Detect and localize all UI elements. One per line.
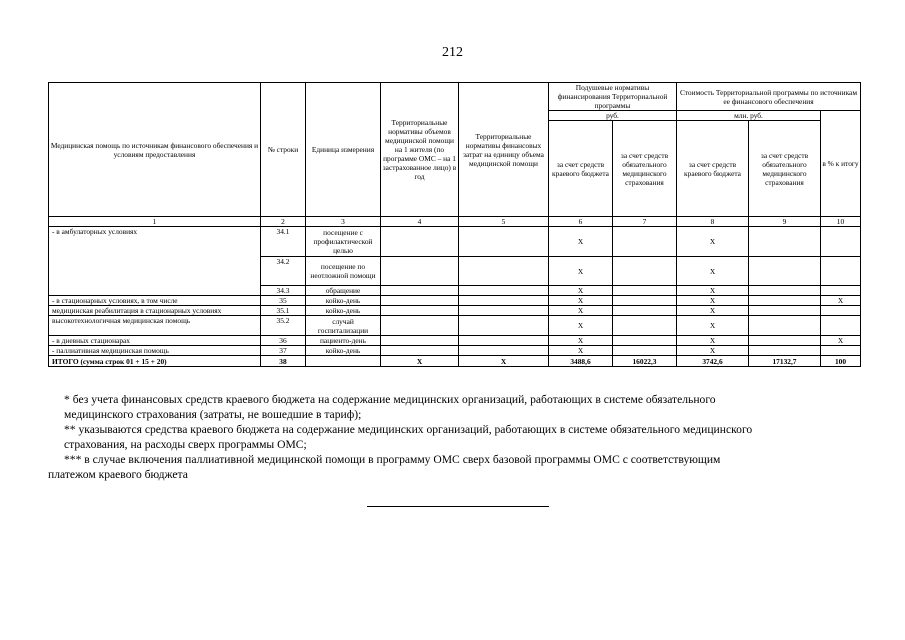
financing-table bbox=[48, 82, 861, 367]
header-col8: за счет средств краевого бюджета bbox=[677, 121, 749, 217]
total-row bbox=[49, 356, 861, 367]
row-number: 36 bbox=[261, 336, 306, 346]
row-number: 34.3 bbox=[261, 286, 306, 296]
header-col3: Единица измерения bbox=[306, 83, 381, 217]
row-c6: X bbox=[549, 296, 613, 306]
row-c8: X bbox=[677, 346, 749, 356]
footnotes bbox=[48, 392, 860, 482]
total-c6: 3488,6 bbox=[549, 356, 613, 367]
row-unit: посещение по неотложной помощи bbox=[306, 257, 381, 286]
header-col7: за счет средств обязательного медицинского страхования bbox=[613, 121, 677, 217]
row-unit: обращение bbox=[306, 286, 381, 296]
row-number: 34.2 bbox=[261, 257, 306, 286]
col-number: 4 bbox=[381, 217, 459, 227]
row-c6: X bbox=[549, 306, 613, 316]
footnote-2: ** указываются средства краевого бюджета на содержание медицинских организаций, работающих в системе обязательного медицинского bbox=[64, 423, 753, 436]
col-number: 2 bbox=[261, 217, 306, 227]
header-col10: в % к итогу bbox=[821, 111, 861, 217]
table-row bbox=[49, 346, 861, 356]
row-name: - в стационарных условиях, в том числе bbox=[49, 296, 261, 306]
footnote-3: *** в случае включения паллиативной медицинской помощи в программу ОМС сверх базовой программы ОМС с соответствующим bbox=[64, 453, 721, 466]
col-number: 5 bbox=[459, 217, 549, 227]
row-name: медицинская реабилитация в стационарных условиях bbox=[49, 306, 261, 316]
row-name: высокотехнологичная медицинская помощь bbox=[49, 316, 261, 336]
header-col2: № строки bbox=[261, 83, 306, 217]
row-c8: X bbox=[677, 296, 749, 306]
row-number: 34.1 bbox=[261, 227, 306, 257]
page-number: 212 bbox=[442, 45, 463, 60]
row-name: - в амбулаторных условиях bbox=[49, 227, 261, 296]
row-number: 37 bbox=[261, 346, 306, 356]
row-c6: X bbox=[549, 316, 613, 336]
row-c6: X bbox=[549, 257, 613, 286]
total-number: 38 bbox=[261, 356, 306, 367]
table-row bbox=[49, 316, 861, 336]
row-c6: X bbox=[549, 346, 613, 356]
row-c6: X bbox=[549, 286, 613, 296]
header-group-b: Стоимость Территориальной программы по источникам ее финансового обеспечения bbox=[677, 83, 861, 111]
row-number: 35.1 bbox=[261, 306, 306, 316]
header-group-a-unit: руб. bbox=[549, 111, 677, 121]
header-group-b-unit: млн. руб. bbox=[677, 111, 821, 121]
col-number: 3 bbox=[306, 217, 381, 227]
row-c10: X bbox=[821, 336, 861, 346]
row-c8: X bbox=[677, 286, 749, 296]
footnote-1: * без учета финансовых средств краевого бюджета на содержание медицинских организаций, работающих в системе обязательного bbox=[64, 393, 716, 406]
col-number: 9 bbox=[749, 217, 821, 227]
row-c8: X bbox=[677, 306, 749, 316]
col-number: 1 bbox=[49, 217, 261, 227]
row-unit: койко-день bbox=[306, 346, 381, 356]
total-c10: 100 bbox=[821, 356, 861, 367]
divider-line bbox=[367, 506, 549, 507]
table-row bbox=[49, 306, 861, 316]
footnote-3-cont: платежом краевого бюджета bbox=[48, 468, 188, 481]
header-col1: Медицинская помощь по источникам финансового обеспечения и условиям предоставления bbox=[49, 83, 261, 217]
row-unit: койко-день bbox=[306, 306, 381, 316]
header-col6: за счет средств краевого бюджета bbox=[549, 121, 613, 217]
total-name: ИТОГО (сумма строк 01 + 15 + 20) bbox=[49, 356, 261, 367]
total-c4: X bbox=[381, 356, 459, 367]
row-unit: койко-день bbox=[306, 296, 381, 306]
header-col9: за счет средств обязательного медицинского страхования bbox=[749, 121, 821, 217]
table-row bbox=[49, 296, 861, 306]
total-c7: 16022,3 bbox=[613, 356, 677, 367]
table-row bbox=[49, 336, 861, 346]
row-c8: X bbox=[677, 227, 749, 257]
footnote-1-cont: медицинского страхования (затраты, не вошедшие в тариф); bbox=[64, 408, 362, 421]
row-c10: X bbox=[821, 296, 861, 306]
row-name: - паллиативная медицинская помощь bbox=[49, 346, 261, 356]
row-unit: посещение с профилактической целью bbox=[306, 227, 381, 257]
total-c5: X bbox=[459, 356, 549, 367]
row-c6: X bbox=[549, 336, 613, 346]
header-col5: Территориальные нормативы финансовых затрат на единицу объема медицинской помощи bbox=[459, 83, 549, 217]
row-name: - в дневных стационарах bbox=[49, 336, 261, 346]
row-c8: X bbox=[677, 336, 749, 346]
footnote-2-cont: страхования, на расходы сверх программы ОМС; bbox=[64, 438, 307, 451]
col-number: 10 bbox=[821, 217, 861, 227]
row-c8: X bbox=[677, 257, 749, 286]
total-c8: 3742,6 bbox=[677, 356, 749, 367]
col-number: 8 bbox=[677, 217, 749, 227]
row-c6: X bbox=[549, 227, 613, 257]
header-group-a: Подушевые нормативы финансирования Территориальной программы bbox=[549, 83, 677, 111]
row-number: 35 bbox=[261, 296, 306, 306]
row-unit: случай госпитализации bbox=[306, 316, 381, 336]
row-unit: пациенто-день bbox=[306, 336, 381, 346]
col-number: 7 bbox=[613, 217, 677, 227]
row-c8: X bbox=[677, 316, 749, 336]
total-c9: 17132,7 bbox=[749, 356, 821, 367]
table-row bbox=[49, 227, 861, 257]
col-number: 6 bbox=[549, 217, 613, 227]
row-number: 35.2 bbox=[261, 316, 306, 336]
header-col4: Территориальные нормативы объемов медицинской помощи на 1 жителя (по программе ОМС – на 1 застрахованное лицо) в год bbox=[381, 83, 459, 217]
